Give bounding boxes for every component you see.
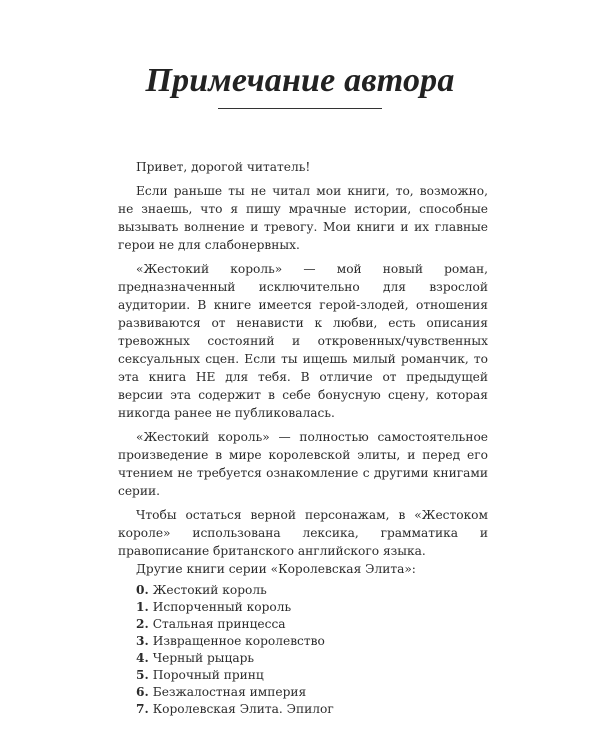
list-item-title: Порочный принц: [152, 668, 264, 682]
list-item: [136, 616, 488, 633]
list-item-number: 3.: [136, 634, 149, 648]
list-item: [136, 599, 488, 616]
warning-paragraph: «Жестокий король» — мой новый роман, предназначенный исключительно для взрослой аудитории. В книге имеется герой-злодей, отношения развиваются от ненависти к любви, есть описания тревожных состояний и откровенных/чувственных сексуальных сцен. Если ты ищешь милый романчик, то эта книга НЕ для тебя. В отличие от предыдущей версии эта содержит в себе бонусную сцену, которая никогда ранее не публиковалась.: [118, 262, 488, 420]
list-item-number: 5.: [136, 668, 149, 682]
list-item-title: Испорченный король: [152, 600, 292, 614]
list-item: [136, 650, 488, 667]
page-title: Примечание автора: [145, 62, 455, 99]
language-paragraph: Чтобы остаться верной персонажам, в «Жестоком короле» использована лексика, грамматика и правописание британского английского языка.: [118, 508, 488, 558]
greeting-paragraph: Привет, дорогой читатель!: [136, 160, 311, 174]
page-body: [118, 158, 488, 718]
list-item-title: Стальная принцесса: [152, 617, 286, 631]
list-item-title: Жестокий король: [152, 583, 267, 597]
list-item-title: Королевская Элита. Эпилог: [152, 702, 334, 716]
list-item: [136, 684, 488, 701]
list-item: [136, 633, 488, 650]
list-item-number: 4.: [136, 651, 149, 665]
title-underline: [218, 108, 382, 109]
list-item-number: 1.: [136, 600, 149, 614]
list-item-title: Черный рыцарь: [152, 651, 255, 665]
list-item: [136, 667, 488, 684]
list-item-number: 6.: [136, 685, 149, 699]
standalone-paragraph: «Жестокий король» — полностью самостоятельное произведение в мире королевской элиты, и перед его чтением не требуется ознакомление с другими книгами серии.: [118, 430, 488, 498]
list-item-number: 7.: [136, 702, 149, 716]
list-item-title: Безжалостная империя: [152, 685, 307, 699]
list-item-number: 2.: [136, 617, 149, 631]
list-item: [136, 582, 488, 599]
list-item-number: 0.: [136, 583, 149, 597]
list-item: [136, 701, 488, 718]
intro-paragraph: Если раньше ты не читал мои книги, то, возможно, не знаешь, что я пишу мрачные истории, способные вызывать волнение и тревогу. Мои книги и их главные герои не для слабонервных.: [118, 184, 488, 252]
list-item-title: Извращенное королевство: [152, 634, 325, 648]
series-intro: Другие книги серии «Королевская Элита»:: [136, 562, 416, 576]
series-list: [136, 582, 488, 718]
